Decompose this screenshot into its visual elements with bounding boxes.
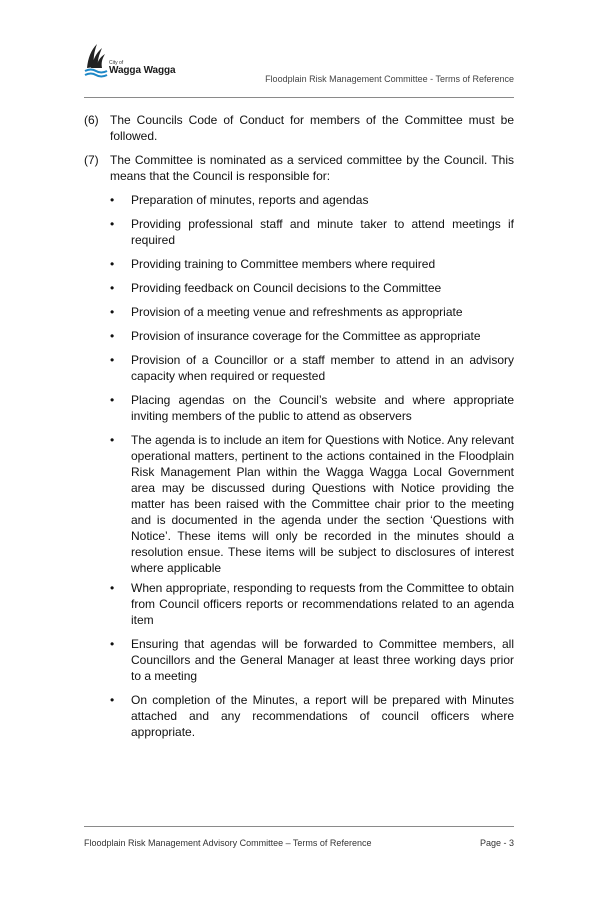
bullet-icon: • (110, 281, 115, 295)
header-divider (84, 97, 514, 98)
logo-city-text: City of (109, 60, 124, 66)
bullet-icon: • (110, 637, 115, 651)
list-item: • Preparation of minutes, reports and agendas (110, 193, 369, 207)
list-item: • The agenda is to include an item for Questions with Notice. Any relevant operational matters, pertinent to the actions contained in the Floodplain Risk Management Plan within the Wagga Wagga Local Government area may be discussed during Questions with Notice providing the matter has been raised with the Committee chair prior to the meeting and is documented in the agenda under the section ‘Questions with Notice’. These items will only be recorded in the minutes should a resolution ensue. These items will be subject to disclosures of interest where applicable (110, 433, 514, 575)
header-title: Floodplain Risk Management Committee - Terms of Reference (265, 74, 514, 84)
section-text: The Committee is nominated as a serviced committee by the Council. This means that the Council is responsible for: (110, 153, 514, 183)
logo-name-text: Wagga Wagga (109, 65, 176, 76)
bullet-icon: • (110, 693, 115, 707)
list-item: • Provision of a Councillor or a staff member to attend in an advisory capacity when required or requested (110, 353, 514, 383)
bullet-icon: • (110, 393, 115, 407)
footer-document-title: Floodplain Risk Management Advisory Committee – Terms of Reference (84, 838, 372, 848)
wagga-wagga-logo-icon (84, 40, 108, 80)
list-item: • Providing feedback on Council decisions to the Committee (110, 281, 442, 295)
list-item: • Providing training to Committee members where required (110, 257, 436, 271)
section-text: The Councils Code of Conduct for members of the Committee must be followed. (110, 113, 514, 143)
bullet-icon: • (110, 433, 115, 447)
page-number: Page - 3 (479, 838, 514, 848)
list-item: • When appropriate, responding to requests from the Committee to obtain from Council officers reports or recommendations related to an agenda item (110, 581, 514, 627)
bullet-icon: • (110, 305, 115, 319)
bullet-icon: • (110, 581, 115, 595)
bullet-icon: • (110, 353, 115, 367)
list-item: • Provision of a meeting venue and refreshments as appropriate (110, 305, 463, 319)
document-body (84, 112, 514, 748)
bullet-icon: • (110, 257, 115, 271)
bullet-icon: • (110, 217, 115, 231)
wagga-wagga-logo (84, 40, 184, 84)
section-6 (84, 112, 514, 144)
list-item: • Provision of insurance coverage for the Committee as appropriate (110, 329, 481, 343)
list-item: • Ensuring that agendas will be forwarded to Committee members, all Councillors and the General Manager at least three working days prior to a meeting (110, 637, 514, 683)
list-item: • Providing professional staff and minute taker to attend meetings if required (110, 217, 514, 247)
bullet-icon: • (110, 329, 115, 343)
list-item: • On completion of the Minutes, a report will be prepared with Minutes attached and any recommendations of council officers where appropriate. (110, 693, 514, 739)
list-item: • Placing agendas on the Council’s website and where appropriate inviting members of the public to attend as observers (110, 393, 514, 423)
responsibilities-list (110, 192, 514, 740)
section-7 (84, 152, 514, 184)
bullet-icon: • (110, 193, 115, 207)
section-number: (7) (84, 153, 99, 167)
section-number: (6) (84, 113, 99, 127)
footer-divider (84, 826, 514, 827)
